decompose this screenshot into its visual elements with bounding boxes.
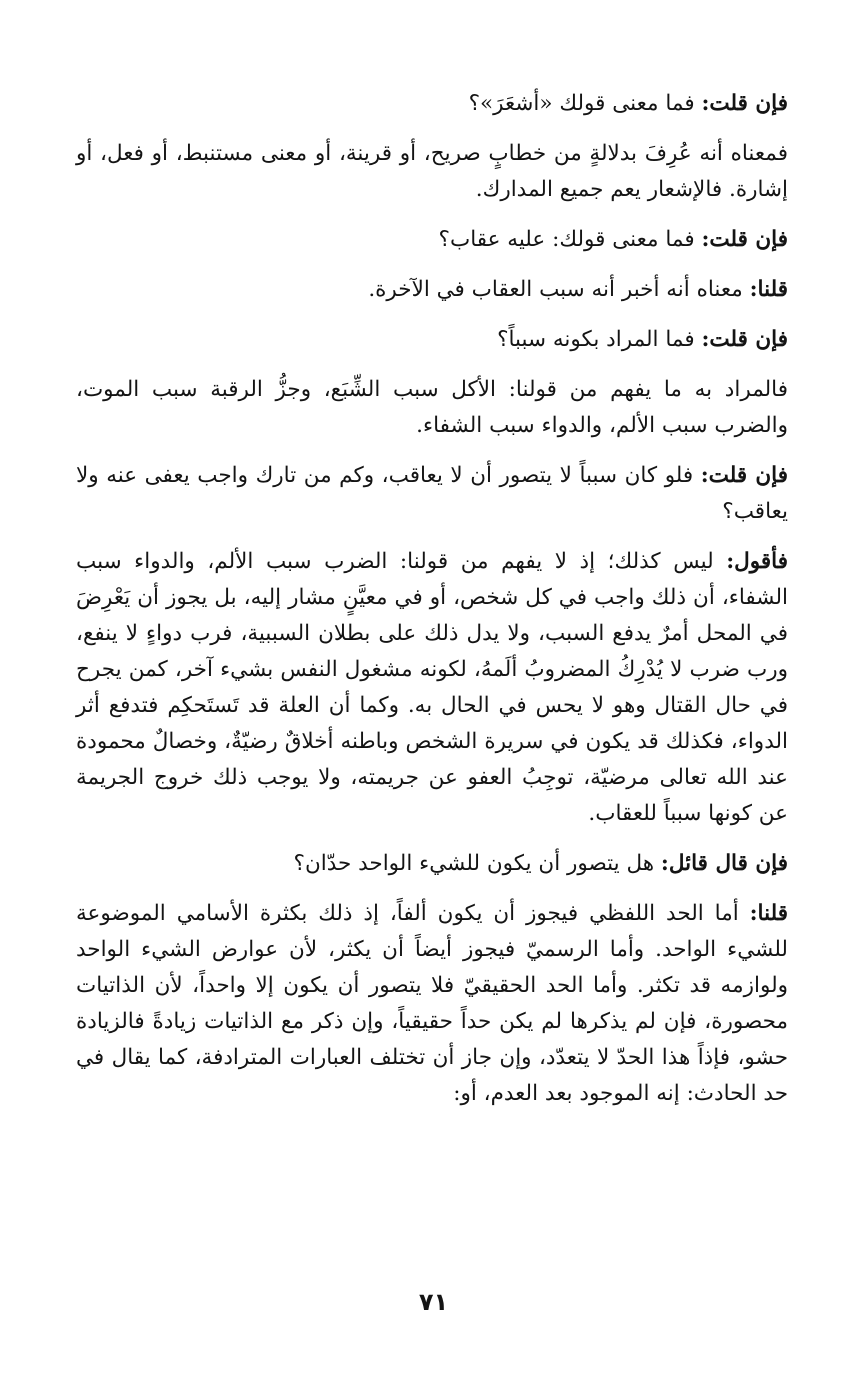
body-text [76, 86, 788, 1126]
paragraph-lead: فإن قلت: [701, 91, 788, 116]
paragraph-lead: قلنا: [749, 901, 788, 926]
paragraph-text: أما الحد اللفظي فيجوز أن يكون ألفاً، إذ ذلك بكثرة الأسامي الموضوعة للشيء الواحد. وأما الرسميّ فيجوز أيضاً أن يكثر، لأن عوارض الشيء الواحد ولوازمه قد تكثر. وأما الحد الحقيقيّ فلا يتصور أن يكون إلا واحداً، لأن الذاتيات محصورة، فإن لم يذكرها لم يكن حداً حقيقياً، وإن ذكر مع الذاتيات زيادةً فالزيادة حشو، فإذاً هذا الحدّ لا يتعدّد، وإن جاز أن تختلف العبارات المترادفة، كما يقال في حد الحادث: إنه الموجود بعد العدم، أو: [76, 901, 788, 1106]
paragraph-2 [76, 136, 788, 208]
paragraph-lead: فإن قلت: [701, 327, 788, 352]
paragraph-3 [76, 222, 788, 258]
paragraph-6 [76, 372, 788, 444]
paragraph-lead: فإن قلت: [701, 227, 788, 252]
paragraph-1 [76, 86, 788, 122]
paragraph-text: فمعناه أنه عُرِفَ بدلالةٍ من خطابٍ صريح، أو قرينة، أو معنى مستنبط، أو فعل، أو إشارة. فالإشعار يعم جميع المدارك. [76, 141, 788, 202]
paragraph-4 [76, 272, 788, 308]
paragraph-lead: قلنا: [749, 277, 788, 302]
paragraph-9 [76, 846, 788, 882]
paragraph-lead: فأقول: [726, 549, 788, 574]
paragraph-10 [76, 896, 788, 1112]
paragraph-text: هل يتصور أن يكون للشيء الواحد حدّان؟ [293, 851, 661, 876]
paragraph-text: فلو كان سبباً لا يتصور أن لا يعاقب، وكم من تارك واجب يعفى عنه ولا يعاقب؟ [76, 463, 788, 524]
paragraph-lead: فإن قال قائل: [660, 851, 788, 876]
page-number: ٧١ [418, 1288, 449, 1316]
paragraph-lead: فإن قلت: [700, 463, 789, 488]
paragraph-8 [76, 544, 788, 832]
paragraph-text: ليس كذلك؛ إذ لا يفهم من قولنا: الضرب سبب الألم، والدواء سبب الشفاء، أن ذلك واجب في كل شخص، أو في معيَّنٍ مشار إليه، بل يجوز أن يَعْرِضَ في المحل أمرٌ يدفع السبب، ولا يدل ذلك على بطلان السببية، فرب دواءٍ لا ينفع، ورب ضرب لا يُدْرِكُ المضروبُ ألَمهُ، لكونه مشغول النفس بشيء آخر، كمن يجرح في حال القتال وهو لا يحس في الحال به. وكما أن العلة قد تَستَحكِم فتدفع أثر الدواء، فكذلك قد يكون في سريرة الشخص وباطنه أخلاقٌ رضيّةٌ، وخصالٌ محمودة عند الله تعالى مرضيّة، توجِبُ العفو عن جريمته، ولا يوجب ذلك خروج الجريمة عن كونها سبباً للعقاب. [76, 549, 788, 826]
paragraph-text: فما معنى قولك «أشعَرَ»؟ [468, 91, 702, 116]
paragraph-7 [76, 458, 788, 530]
paragraph-text: فما المراد بكونه سبباً؟ [497, 327, 702, 352]
paragraph-text: معناه أنه أخبر أنه سبب العقاب في الآخرة. [368, 277, 750, 302]
paragraph-text: فما معنى قولك: عليه عقاب؟ [438, 227, 702, 252]
paragraph-text: فالمراد به ما يفهم من قولنا: الأكل سبب الشِّبَع، وجزُّ الرقبة سبب الموت، والضرب سبب الألم، والدواء سبب الشفاء. [76, 377, 788, 438]
paragraph-5 [76, 322, 788, 358]
